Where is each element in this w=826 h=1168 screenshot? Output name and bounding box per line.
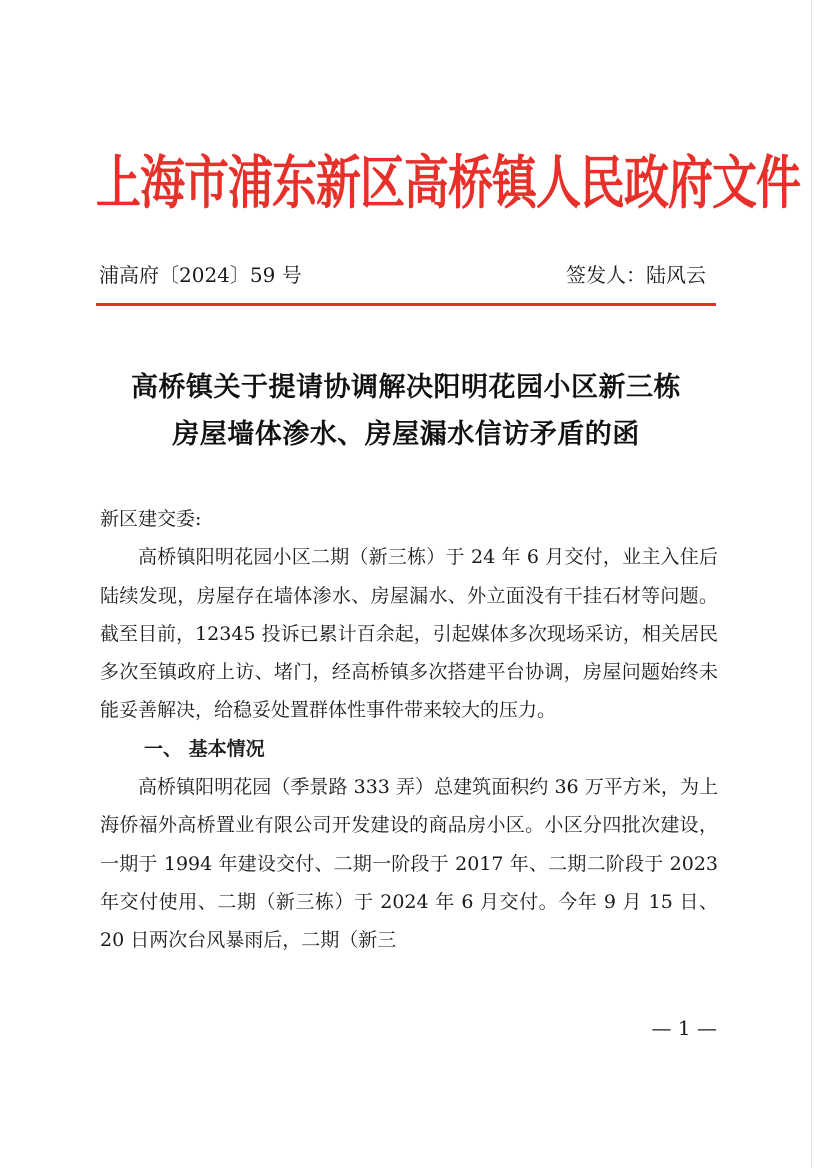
document-title-line-2: 房屋墙体渗水、房屋漏水信访矛盾的函 (172, 419, 640, 450)
scan-edge-line (811, 0, 812, 1168)
page-number: — 1 — (651, 1016, 717, 1040)
paragraph-background: 高桥镇阳明花园小区二期（新三栋）于 24 年 6 月交付，业主入住后陆续发现，房屋存在墙体渗水、房屋漏水、外立面没有干挂石材等问题。截至目前，12345 投诉已累计百余起，引起媒体多次现场采访，相关居民多次至镇政府上访、堵门，经高桥镇多次搭建平台协调，房屋问题始终未能妥善解决，给稳妥处置群体性事件带来较大的压力。 (100, 546, 718, 722)
document-body (100, 500, 718, 960)
paragraph-basic-info: 高桥镇阳明花园（季景路 333 弄）总建筑面积约 36 万平方米，为上海侨福外高桥置业有限公司开发建设的商品房小区。小区分四批次建设，一期于 1994 年建设交付、二期一阶段于 2017 年、二期二阶段于 2023 年交付使用、二期（新三栋）于 2024 年 6 月交付。今年 9 月 15 日、20 日两次台风暴雨后，二期（新三 (100, 776, 718, 952)
section-heading-basic-info: 一、 基本情况 (144, 737, 265, 760)
red-divider-line (96, 303, 716, 306)
document-title (70, 364, 742, 458)
salutation: 新区建交委: (100, 508, 202, 530)
issuer-signature: 签发人：陆风云 (566, 263, 706, 287)
document-number: 浦高府〔2024〕59 号 (99, 263, 302, 287)
document-title-line-1: 高桥镇关于提请协调解决阳明花园小区新三栋 (131, 372, 681, 403)
issuing-authority-title: 上海市浦东新区高桥镇人民政府文件 (96, 148, 801, 217)
